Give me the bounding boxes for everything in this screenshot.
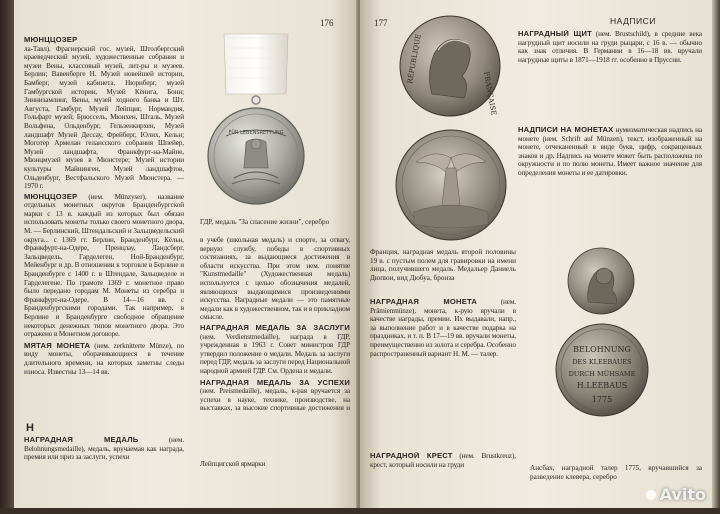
book-cover-left-edge xyxy=(0,0,14,514)
entry-text: Лейпцигской ярмарки xyxy=(200,460,266,468)
avito-watermark-label: Avito xyxy=(659,485,706,504)
entry-heading: МЮНЦЦОЗЕР xyxy=(24,36,78,44)
entry-text: ла-Тавл). Фрагиерский гос. музей, Штолбергский краеведческий музей, художественные собрания и музеи Вены, классовый музей, лит-ры и музеев. Берлин; Вавенберге Н. Музей новейшей истории, Бамберг, музей кабинета, Нюрнберг, музей Гамбургской истории, Музей Кёнига, Бонн; Зиннизамлинг, Вены, музей ходного банка и Шт. Августа, Гамбург, Музей Лейпциг, Нормандия, Гольфарт музей; Брюссель, Мюнхен, Шталь, Музей Вольфена, Ольденбург, Гельзенкирхен, Музей ландшафт Музей Дессау, Фрейберг, Юлих, Кельн; Моготер Армелан гелансского собрания Шпейер, Музей ландшафта, Франкфурт-на-Майне, Мюнцмузей музея в Мюнстере; Музей истории культуры Майнинген, Музей ландшафтов, Ольденбург, Вестфальского Музей Мюнстера. — 1970 г. xyxy=(24,44,184,191)
entry-text: (нем. Prämienmünze), монета, к-рую вручали в качестве награды, премии. Их выдавали, напр., за выполнение работ и в качестве подарка на праздниках, и т. п. В 17—19 вв. вручали монеты, преимущественно из золота и серебра. Особенно распространенный вариант Н. М. — талер. xyxy=(370,298,516,358)
right-footer-entry xyxy=(370,452,516,492)
svg-text:BELOHNUNG: BELOHNUNG xyxy=(573,345,631,354)
svg-text:FÜR LEBENSRETTUNG: FÜR LEBENSRETTUNG xyxy=(228,130,284,136)
left-page-number: 176 xyxy=(320,18,334,28)
ansbach-taler-obverse-image xyxy=(566,246,636,316)
svg-text:FRANÇAISE: FRANÇAISE xyxy=(482,70,498,117)
entry-heading: МЯТАЯ МОНЕТА xyxy=(24,340,91,350)
left-page xyxy=(14,0,358,514)
right-column-top xyxy=(518,30,702,122)
entry-heading: НАГРАДНОЙ КРЕСТ xyxy=(370,452,453,460)
entry-text: (нем. Preismedaille), медаль, к-рая вручается за успехи в науке, технике, производстве, на выставках, за высокие спортивные достижения и xyxy=(200,387,350,413)
running-head: НАДПИСИ xyxy=(610,16,656,26)
entry-text: (нем. Belohnungsmedaille), медаль, вручаемая как награда, премия или приз за заслуги, успехи xyxy=(24,436,184,462)
entry-text: (нем. Verdienstmedaille), награда в ГДР, учрежденная в 1963 г. Совет министров ГДР утвердил положение о медали. Медаль за заслуги перед ГДР, медаль за заслуги перед Национальной народной армией ГДР. См. Ордена и медали. xyxy=(200,332,350,375)
medal-caption: ГДР, медаль "За спасение жизни", серебро xyxy=(200,218,330,226)
entry-heading: НАГРАДНАЯ МЕДАЛЬ ЗА УСПЕХИ xyxy=(200,377,350,387)
left-column-2 xyxy=(200,236,350,414)
avito-watermark xyxy=(646,485,706,504)
book-cover-right-edge xyxy=(712,0,720,514)
french-medal-obverse-image xyxy=(398,14,502,118)
right-page xyxy=(360,0,712,514)
entry-text: нумизматическая надпись на монете (нем. Schrift auf Münzen), текст, изображенный на монете, отчеканенный в виде букв, цифр, сокращенных знаков и др. Надпись на монете может быть расположена по окружности и по полю монеты. Имеет важное значение для определения монеты и ее датировки. xyxy=(518,126,702,177)
right-column-lower-left xyxy=(370,298,516,448)
right-page-number: 177 xyxy=(374,18,388,28)
entry-text: в учебе (школьная медаль) и спорте, за отвагу, верную службу, победы в спортивных состязаниях, за выдающиеся достижения в области искусства. При этом нем. понятие "Kunstmedaille" (Художественная медаль) используется с целью обозначения медалей, являющихся выдающимися произведениями искусства. Наградные медали — это памятные медали как в художественном, так и в прикладном смысле. xyxy=(200,236,350,322)
entry-text: (нем. zerknitterte Münze), по виду монеты, оборачивающиеся в течение длительного времени, на которых заметны следы износа. Известны 13—14 вв. xyxy=(24,341,184,376)
svg-text:H.LEEBAUS: H.LEEBAUS xyxy=(576,381,628,390)
entry-text: (нем. Münzyser), название отдельных монетных округов Бранденбургской марки с 13 в. каждый из которых был обязан использовать монеты только своего монетного двора, М. — Берлинский, Штендальский и Зальцведельский округа... с 1369 гг. Берлин, Бранденбург, Кёльн, Франкфурт-на-Одере, Пренцлау, Ландсберг, Зальцведель, Гарделеген, Ной-Бранденбург, Мейенбург и др. В отношении к торговле в Берлине и Бранденбурге с 1400 г. в Штендале, Зальцведеле и Гарделегене. По грамоте 1369 г. монетное право было передано городам М. Монеты из серебра и Франкфурт-на-Одере. В 14—16 вв. с Бранденбургскими городами. Так например, в Берлине и Бранденбурге свободное обращение некоторых денежных типов монетного двора. Это отражено в Монетном договоре. xyxy=(24,192,184,339)
book-cover-bottom-edge xyxy=(0,508,720,514)
avito-logo-icon xyxy=(646,490,656,500)
entry-heading: НАГРАДНАЯ МОНЕТА xyxy=(370,298,478,306)
right-column-middle xyxy=(518,126,702,236)
medal-for-saving-life-image xyxy=(206,28,306,218)
entry-text: (нем. Brustkreuz), крест, который носили на груди xyxy=(370,452,516,469)
ansbach-taler-reverse-image xyxy=(554,322,650,418)
entry-text: (нем. Brustschild), в средние века нагрудный щит носили на груди рыцари, с 16 в. — обычно как знак отличия. В Германии в 16—18 вв. вручали нагрудные щиты в 1871—1918 гг. особенно в Пруссии. xyxy=(518,30,702,64)
ansbach-taler-caption: Ансбах, наградной талер 1775, вручавшийся за разведение клевера, серебро xyxy=(530,464,702,481)
entry-heading: НАДПИСИ НА МОНЕТАХ xyxy=(518,126,614,134)
entry-heading: МЮНЦЦОЗЕР xyxy=(24,191,78,201)
entry-heading: НАГРАДНАЯ МЕДАЛЬ xyxy=(24,436,139,444)
svg-text:DURCH MÜHSAME: DURCH MÜHSAME xyxy=(568,370,636,378)
svg-text:DES KLEEBAUES: DES KLEEBAUES xyxy=(572,358,632,366)
entry-heading: НАГРАДНЫЙ ЩИТ xyxy=(518,30,592,38)
left-footer-text xyxy=(200,460,350,484)
french-medal-caption: Франция, наградная медаль второй половины 19 в. с пустым полем для гравировки на имени лица, получившего медаль. Медальер Даниель Дюпюи, вид Дюбуа, бронза xyxy=(370,248,516,282)
entry-heading: НАГРАДНАЯ МЕДАЛЬ ЗА ЗАСЛУГИ xyxy=(200,322,350,332)
svg-text:RÉPUBLIQUE: RÉPUBLIQUE xyxy=(406,33,423,85)
left-column-1 xyxy=(24,36,184,416)
french-medal-reverse-image xyxy=(394,128,508,242)
svg-text:1775: 1775 xyxy=(591,395,613,404)
left-footer-entry xyxy=(24,436,184,496)
section-letter: Н xyxy=(26,422,34,434)
